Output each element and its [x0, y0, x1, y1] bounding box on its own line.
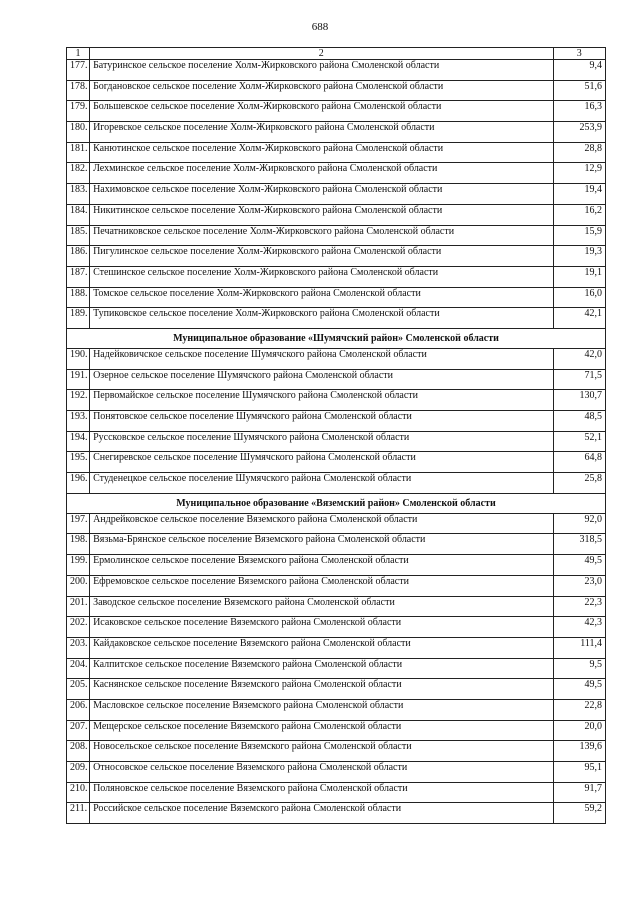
row-number: 187.	[67, 266, 90, 287]
allocation-value: 91,7	[553, 782, 605, 803]
row-number: 190.	[67, 348, 90, 369]
settlement-name: Масловское сельское поселение Вяземского района Смоленской области	[90, 699, 553, 720]
row-number: 210.	[67, 782, 90, 803]
settlement-name: Игоревское сельское поселение Холм-Жирковского района Смоленской области	[90, 122, 553, 143]
allocation-value: 28,8	[553, 142, 605, 163]
table-row	[67, 287, 606, 308]
row-number: 200.	[67, 575, 90, 596]
settlement-name: Батуринское сельское поселение Холм-Жирковского района Смоленской области	[90, 60, 553, 81]
row-number: 194.	[67, 431, 90, 452]
table-row	[67, 699, 606, 720]
table-row	[67, 431, 606, 452]
settlement-name: Андрейковское сельское поселение Вяземского района Смоленской области	[90, 513, 553, 534]
row-number: 197.	[67, 513, 90, 534]
settlement-name: Томское сельское поселение Холм-Жирковского района Смоленской области	[90, 287, 553, 308]
allocation-value: 9,4	[553, 60, 605, 81]
allocation-table	[66, 47, 606, 824]
settlement-name: Кайдаковское сельское поселение Вяземского района Смоленской области	[90, 637, 553, 658]
table-row	[67, 513, 606, 534]
table-row	[67, 637, 606, 658]
table-row	[67, 390, 606, 411]
column-header-row	[67, 48, 606, 60]
table-row	[67, 452, 606, 473]
settlement-name: Никитинское сельское поселение Холм-Жирковского района Смоленской области	[90, 204, 553, 225]
row-number: 192.	[67, 390, 90, 411]
settlement-name: Поляновское сельское поселение Вяземского района Смоленской области	[90, 782, 553, 803]
settlement-name: Новосельское сельское поселение Вяземского района Смоленской области	[90, 741, 553, 762]
allocation-value: 48,5	[553, 411, 605, 432]
settlement-name: Вязьма-Брянское сельское поселение Вяземского района Смоленской области	[90, 534, 553, 555]
table-row	[67, 555, 606, 576]
column-header-number: 1	[67, 48, 90, 60]
allocation-value: 52,1	[553, 431, 605, 452]
allocation-value: 20,0	[553, 720, 605, 741]
settlement-name: Пигулинское сельское поселение Холм-Жирковского района Смоленской области	[90, 246, 553, 267]
table-row	[67, 720, 606, 741]
row-number: 209.	[67, 762, 90, 783]
settlement-name: Относовское сельское поселение Вяземского района Смоленской области	[90, 762, 553, 783]
settlement-name: Снегиревское сельское поселение Шумячского района Смоленской области	[90, 452, 553, 473]
table-row	[67, 246, 606, 267]
row-number: 202.	[67, 617, 90, 638]
allocation-value: 42,0	[553, 348, 605, 369]
allocation-value: 59,2	[553, 803, 605, 824]
row-number: 205.	[67, 679, 90, 700]
allocation-value: 22,8	[553, 699, 605, 720]
row-number: 178.	[67, 80, 90, 101]
table-row	[67, 741, 606, 762]
allocation-value: 253,9	[553, 122, 605, 143]
settlement-name: Богдановское сельское поселение Холм-Жирковского района Смоленской области	[90, 80, 553, 101]
allocation-value: 49,5	[553, 555, 605, 576]
allocation-value: 12,9	[553, 163, 605, 184]
allocation-value: 16,0	[553, 287, 605, 308]
table-row	[67, 122, 606, 143]
allocation-value: 22,3	[553, 596, 605, 617]
settlement-name: Исаковское сельское поселение Вяземского района Смоленской области	[90, 617, 553, 638]
allocation-value: 49,5	[553, 679, 605, 700]
allocation-value: 19,1	[553, 266, 605, 287]
row-number: 193.	[67, 411, 90, 432]
settlement-name: Понятовское сельское поселение Шумячского района Смоленской области	[90, 411, 553, 432]
settlement-name: Тупиковское сельское поселение Холм-Жирковского района Смоленской области	[90, 308, 553, 329]
allocation-value: 16,2	[553, 204, 605, 225]
section-heading-row	[67, 493, 606, 513]
allocation-value: 318,5	[553, 534, 605, 555]
row-number: 207.	[67, 720, 90, 741]
settlement-name: Калпитское сельское поселение Вяземского района Смоленской области	[90, 658, 553, 679]
table-row	[67, 782, 606, 803]
allocation-value: 71,5	[553, 369, 605, 390]
row-number: 188.	[67, 287, 90, 308]
allocation-value: 19,4	[553, 184, 605, 205]
table-row	[67, 473, 606, 494]
settlement-name: Большевское сельское поселение Холм-Жирковского района Смоленской области	[90, 101, 553, 122]
row-number: 183.	[67, 184, 90, 205]
table-row	[67, 679, 606, 700]
settlement-name: Стешинское сельское поселение Холм-Жирковского района Смоленской области	[90, 266, 553, 287]
section-heading-row	[67, 328, 606, 348]
table-row	[67, 348, 606, 369]
section-heading: Муниципальное образование «Вяземский район» Смоленской области	[67, 493, 606, 513]
allocation-value: 51,6	[553, 80, 605, 101]
section-heading: Муниципальное образование «Шумячский район» Смоленской области	[67, 328, 606, 348]
table-row	[67, 80, 606, 101]
row-number: 208.	[67, 741, 90, 762]
settlement-name: Ермолинское сельское поселение Вяземского района Смоленской области	[90, 555, 553, 576]
row-number: 191.	[67, 369, 90, 390]
table-row	[67, 369, 606, 390]
row-number: 204.	[67, 658, 90, 679]
column-header-value: 3	[553, 48, 605, 60]
table-row	[67, 142, 606, 163]
table-row	[67, 101, 606, 122]
row-number: 185.	[67, 225, 90, 246]
allocation-value: 42,3	[553, 617, 605, 638]
table-row	[67, 225, 606, 246]
table-row	[67, 184, 606, 205]
table-row	[67, 658, 606, 679]
table-row	[67, 163, 606, 184]
table-row	[67, 411, 606, 432]
row-number: 180.	[67, 122, 90, 143]
row-number: 184.	[67, 204, 90, 225]
table-row	[67, 308, 606, 329]
table-row	[67, 575, 606, 596]
settlement-name: Нахимовское сельское поселение Холм-Жирковского района Смоленской области	[90, 184, 553, 205]
table-row	[67, 762, 606, 783]
allocation-value: 111,4	[553, 637, 605, 658]
settlement-name: Печатниковское сельское поселение Холм-Жирковского района Смоленской области	[90, 225, 553, 246]
row-number: 211.	[67, 803, 90, 824]
table-row	[67, 534, 606, 555]
settlement-name: Ефремовское сельское поселение Вяземского района Смоленской области	[90, 575, 553, 596]
table-body	[67, 48, 606, 824]
allocation-value: 23,0	[553, 575, 605, 596]
allocation-value: 9,5	[553, 658, 605, 679]
row-number: 189.	[67, 308, 90, 329]
settlement-name: Студенецкое сельское поселение Шумячского района Смоленской области	[90, 473, 553, 494]
settlement-name: Лехминское сельское поселение Холм-Жирковского района Смоленской области	[90, 163, 553, 184]
row-number: 181.	[67, 142, 90, 163]
table-row	[67, 596, 606, 617]
row-number: 179.	[67, 101, 90, 122]
settlement-name: Каснянское сельское поселение Вяземского района Смоленской области	[90, 679, 553, 700]
settlement-name: Надейковичское сельское поселение Шумячского района Смоленской области	[90, 348, 553, 369]
row-number: 195.	[67, 452, 90, 473]
row-number: 199.	[67, 555, 90, 576]
settlement-name: Заводское сельское поселение Вяземского района Смоленской области	[90, 596, 553, 617]
settlement-name: Озерное сельское поселение Шумячского района Смоленской области	[90, 369, 553, 390]
allocation-value: 25,8	[553, 473, 605, 494]
allocation-value: 95,1	[553, 762, 605, 783]
table-row	[67, 60, 606, 81]
allocation-value: 92,0	[553, 513, 605, 534]
column-header-name: 2	[90, 48, 553, 60]
settlement-name: Российское сельское поселение Вяземского района Смоленской области	[90, 803, 553, 824]
allocation-value: 16,3	[553, 101, 605, 122]
settlement-name: Первомайское сельское поселение Шумячского района Смоленской области	[90, 390, 553, 411]
row-number: 198.	[67, 534, 90, 555]
settlement-name: Мещерское сельское поселение Вяземского района Смоленской области	[90, 720, 553, 741]
row-number: 196.	[67, 473, 90, 494]
page-number: 688	[311, 21, 329, 33]
row-number: 203.	[67, 637, 90, 658]
allocation-value: 139,6	[553, 741, 605, 762]
table-row	[67, 266, 606, 287]
allocation-value: 130,7	[553, 390, 605, 411]
table-row	[67, 617, 606, 638]
table-row	[67, 803, 606, 824]
row-number: 201.	[67, 596, 90, 617]
row-number: 206.	[67, 699, 90, 720]
allocation-value: 64,8	[553, 452, 605, 473]
row-number: 186.	[67, 246, 90, 267]
allocation-value: 15,9	[553, 225, 605, 246]
settlement-name: Канютинское сельское поселение Холм-Жирковского района Смоленской области	[90, 142, 553, 163]
table-row	[67, 204, 606, 225]
row-number: 182.	[67, 163, 90, 184]
row-number: 177.	[67, 60, 90, 81]
allocation-value: 42,1	[553, 308, 605, 329]
allocation-value: 19,3	[553, 246, 605, 267]
settlement-name: Руссковское сельское поселение Шумячского района Смоленской области	[90, 431, 553, 452]
